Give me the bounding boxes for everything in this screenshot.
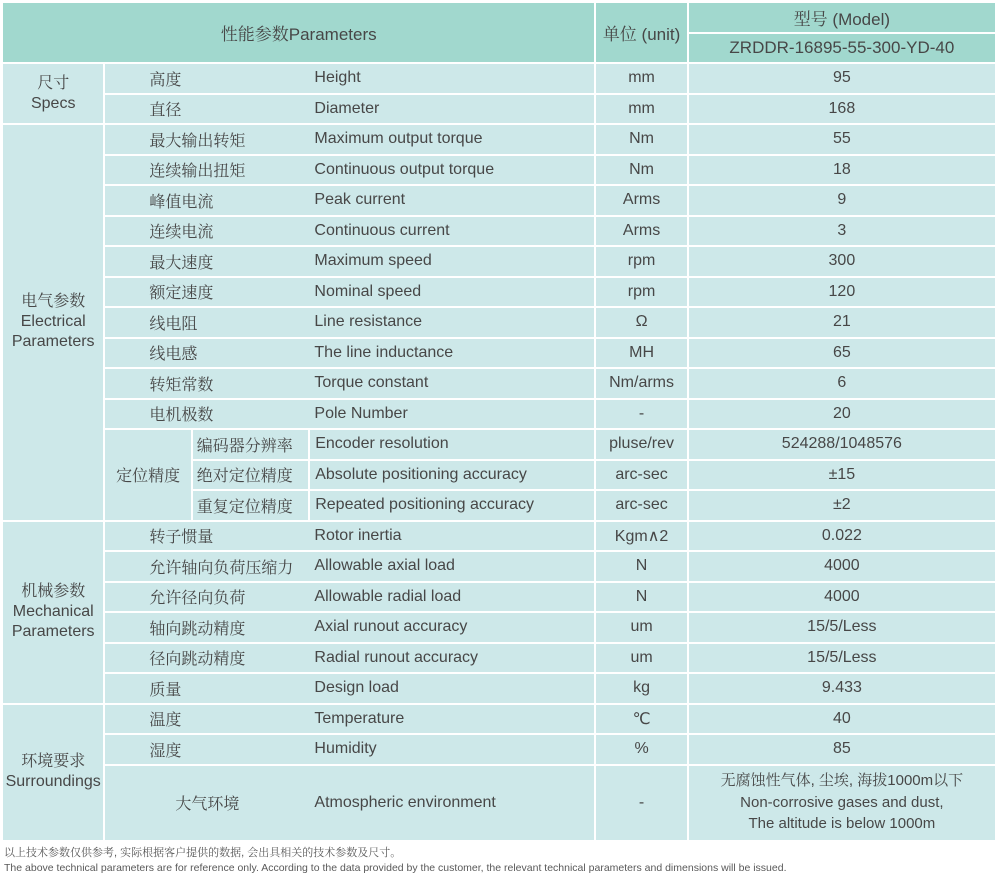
unit-cell: Nm (596, 125, 686, 154)
unit-cell: - (596, 400, 686, 429)
param-zh: 轴向跳动精度 (149, 620, 246, 638)
section-label-mechanical (3, 522, 103, 703)
unit-cell: ℃ (596, 705, 686, 734)
param-cell (105, 95, 594, 124)
table-row (3, 247, 995, 276)
unit-cell: - (596, 766, 686, 840)
param-zh: 连续电流 (149, 224, 214, 242)
value-cell: 18 (689, 156, 995, 185)
param-en: Rotor inertia (314, 526, 402, 544)
unit-cell: Arms (596, 217, 686, 246)
section-label-specs (3, 64, 103, 123)
param-zh: 绝对定位精度 (193, 461, 308, 490)
unit-cell: % (596, 735, 686, 764)
unit-cell: Ω (596, 308, 686, 337)
param-cell (105, 583, 594, 612)
param-zh: 质量 (149, 681, 182, 699)
param-zh: 编码器分辨率 (193, 430, 308, 459)
value-cell: ±15 (689, 461, 995, 490)
param-zh: 线电感 (149, 346, 198, 364)
unit-cell: arc-sec (596, 461, 686, 490)
param-zh: 最大速度 (149, 254, 214, 272)
param-en: Encoder resolution (310, 430, 594, 459)
section-en: Electrical Parameters (11, 313, 95, 351)
param-en: Pole Number (314, 404, 408, 422)
param-cell (105, 552, 594, 581)
table-row (3, 186, 995, 215)
footnote-en: The above technical parameters are for reference only. According to the data provided by the customer, the relevant technical parameters and dimensions will be issued. (4, 862, 787, 875)
param-en: Continuous current (314, 221, 450, 239)
param-en: Absolute positioning accuracy (310, 461, 594, 490)
atmospheric-line-zh: 无腐蚀性气体, 尘埃, 海拔1000m以下 (720, 771, 964, 789)
section-label-electrical (3, 125, 103, 520)
param-en: Atmospheric environment (314, 793, 496, 811)
unit-cell: mm (596, 95, 686, 124)
param-en: Design load (314, 679, 399, 697)
unit-cell: Arms (596, 186, 686, 215)
table-row (3, 95, 995, 124)
unit-cell: Nm (596, 156, 686, 185)
value-cell: 21 (689, 308, 995, 337)
param-cell (105, 766, 594, 840)
value-cell (689, 766, 995, 840)
unit-cell: MH (596, 339, 686, 368)
param-cell (105, 522, 594, 551)
table-row (3, 64, 995, 93)
param-zh: 温度 (149, 712, 182, 730)
value-cell: 85 (689, 735, 995, 764)
param-en: Humidity (314, 740, 377, 758)
unit-cell: rpm (596, 278, 686, 307)
param-cell (105, 278, 594, 307)
value-cell: 3 (689, 217, 995, 246)
table-row (3, 613, 995, 642)
unit-cell: N (596, 583, 686, 612)
section-label-surroundings (3, 705, 103, 840)
param-zh: 转矩常数 (149, 376, 214, 394)
param-zh: 湿度 (149, 742, 182, 760)
param-zh: 额定速度 (149, 285, 214, 303)
param-cell (105, 705, 594, 734)
unit-cell: kg (596, 674, 686, 703)
atmospheric-line-en1: Non-corrosive gases and dust, (740, 793, 944, 811)
param-zh: 连续输出扭矩 (149, 163, 246, 181)
header-row-1 (3, 3, 995, 32)
section-zh: 机械参数 (21, 583, 86, 600)
param-cell (105, 644, 594, 673)
footnotes (4, 846, 998, 877)
table-row (3, 766, 995, 840)
param-en: Repeated positioning accuracy (310, 491, 594, 520)
value-cell: ±2 (689, 491, 995, 520)
unit-cell: um (596, 613, 686, 642)
section-en: Surroundings (5, 773, 101, 790)
param-cell (105, 156, 594, 185)
param-zh: 允许轴向负荷压缩力 (149, 559, 294, 577)
unit-cell: um (596, 644, 686, 673)
param-en: Radial runout accuracy (314, 648, 479, 666)
param-en: Maximum speed (314, 252, 432, 270)
param-cell (105, 339, 594, 368)
table-row (3, 400, 995, 429)
value-cell: 168 (689, 95, 995, 124)
table-row (3, 278, 995, 307)
accuracy-group-label: 定位精度 (105, 430, 190, 520)
parameters-header: 性能参数Parameters (3, 3, 594, 62)
param-en: Continuous output torque (314, 160, 495, 178)
unit-cell: arc-sec (596, 491, 686, 520)
value-cell: 4000 (689, 552, 995, 581)
param-en: Diameter (314, 99, 380, 117)
table-row (3, 583, 995, 612)
param-cell (105, 369, 594, 398)
param-en: The line inductance (314, 343, 454, 361)
param-cell (105, 613, 594, 642)
param-cell (105, 674, 594, 703)
param-zh: 大气环境 (175, 796, 240, 813)
atmospheric-line-en2: The altitude is below 1000m (748, 815, 936, 833)
table-row (3, 735, 995, 764)
param-zh: 电机极数 (149, 407, 214, 425)
value-cell: 40 (689, 705, 995, 734)
value-cell: 95 (689, 64, 995, 93)
table-row (3, 369, 995, 398)
param-en: Peak current (314, 191, 406, 209)
value-cell: 120 (689, 278, 995, 307)
section-zh: 电气参数 (21, 293, 86, 311)
value-cell: 524288/1048576 (689, 430, 995, 459)
value-cell: 4000 (689, 583, 995, 612)
param-en: Line resistance (314, 313, 423, 331)
model-number: ZRDDR-16895-55-300-YD-40 (689, 34, 995, 63)
value-cell: 9.433 (689, 674, 995, 703)
param-zh: 径向跳动精度 (149, 651, 246, 669)
unit-cell: Nm/arms (596, 369, 686, 398)
unit-cell: rpm (596, 247, 686, 276)
param-zh: 转子惯量 (149, 529, 214, 547)
param-en: Torque constant (314, 374, 429, 392)
value-cell: 300 (689, 247, 995, 276)
value-cell: 65 (689, 339, 995, 368)
table-row (3, 522, 995, 551)
table-row (3, 674, 995, 703)
param-cell (105, 308, 594, 337)
table-row (3, 217, 995, 246)
param-zh: 允许径向负荷 (149, 590, 246, 608)
unit-cell: N (596, 552, 686, 581)
value-cell: 55 (689, 125, 995, 154)
param-zh: 直径 (149, 102, 182, 120)
section-zh: 环境要求 (21, 753, 86, 770)
param-cell (105, 247, 594, 276)
table-row (3, 339, 995, 368)
table-row (3, 308, 995, 337)
param-en: Temperature (314, 709, 405, 727)
param-zh: 最大输出转矩 (149, 132, 246, 150)
param-cell (105, 64, 594, 93)
value-cell: 9 (689, 186, 995, 215)
param-cell (105, 735, 594, 764)
unit-cell: mm (596, 64, 686, 93)
value-cell: 15/5/Less (689, 644, 995, 673)
table-row (3, 705, 995, 734)
table-row (3, 125, 995, 154)
table-row (3, 644, 995, 673)
footnote-zh: 以上技术参数仅供参考, 实际根据客户提供的数据, 会出具相关的技术参数及尺寸。 (4, 846, 402, 859)
table-row (3, 552, 995, 581)
table-row (3, 430, 995, 459)
value-cell: 20 (689, 400, 995, 429)
section-zh: 尺寸 (37, 74, 70, 92)
param-en: Axial runout accuracy (314, 618, 468, 636)
param-zh: 高度 (149, 71, 182, 89)
param-cell (105, 125, 594, 154)
param-cell (105, 217, 594, 246)
table-row (3, 156, 995, 185)
section-en: Specs (30, 94, 76, 112)
param-cell (105, 400, 594, 429)
param-en: Height (314, 69, 361, 87)
unit-cell: pluse/rev (596, 430, 686, 459)
value-cell: 0.022 (689, 522, 995, 551)
param-en: Allowable axial load (314, 557, 455, 575)
value-cell: 15/5/Less (689, 613, 995, 642)
unit-cell: Kgm∧2 (596, 522, 686, 551)
spec-table (1, 1, 997, 842)
param-cell (105, 186, 594, 215)
param-en: Maximum output torque (314, 130, 483, 148)
param-zh: 峰值电流 (149, 193, 214, 211)
param-en: Allowable radial load (314, 587, 462, 605)
value-cell: 6 (689, 369, 995, 398)
unit-header: 单位 (unit) (596, 3, 686, 62)
param-zh: 线电阻 (149, 315, 198, 333)
param-zh: 重复定位精度 (193, 491, 308, 520)
model-header: 型号 (Model) (689, 3, 995, 32)
param-en: Nominal speed (314, 282, 422, 300)
section-en: Mechanical Parameters (11, 603, 95, 640)
